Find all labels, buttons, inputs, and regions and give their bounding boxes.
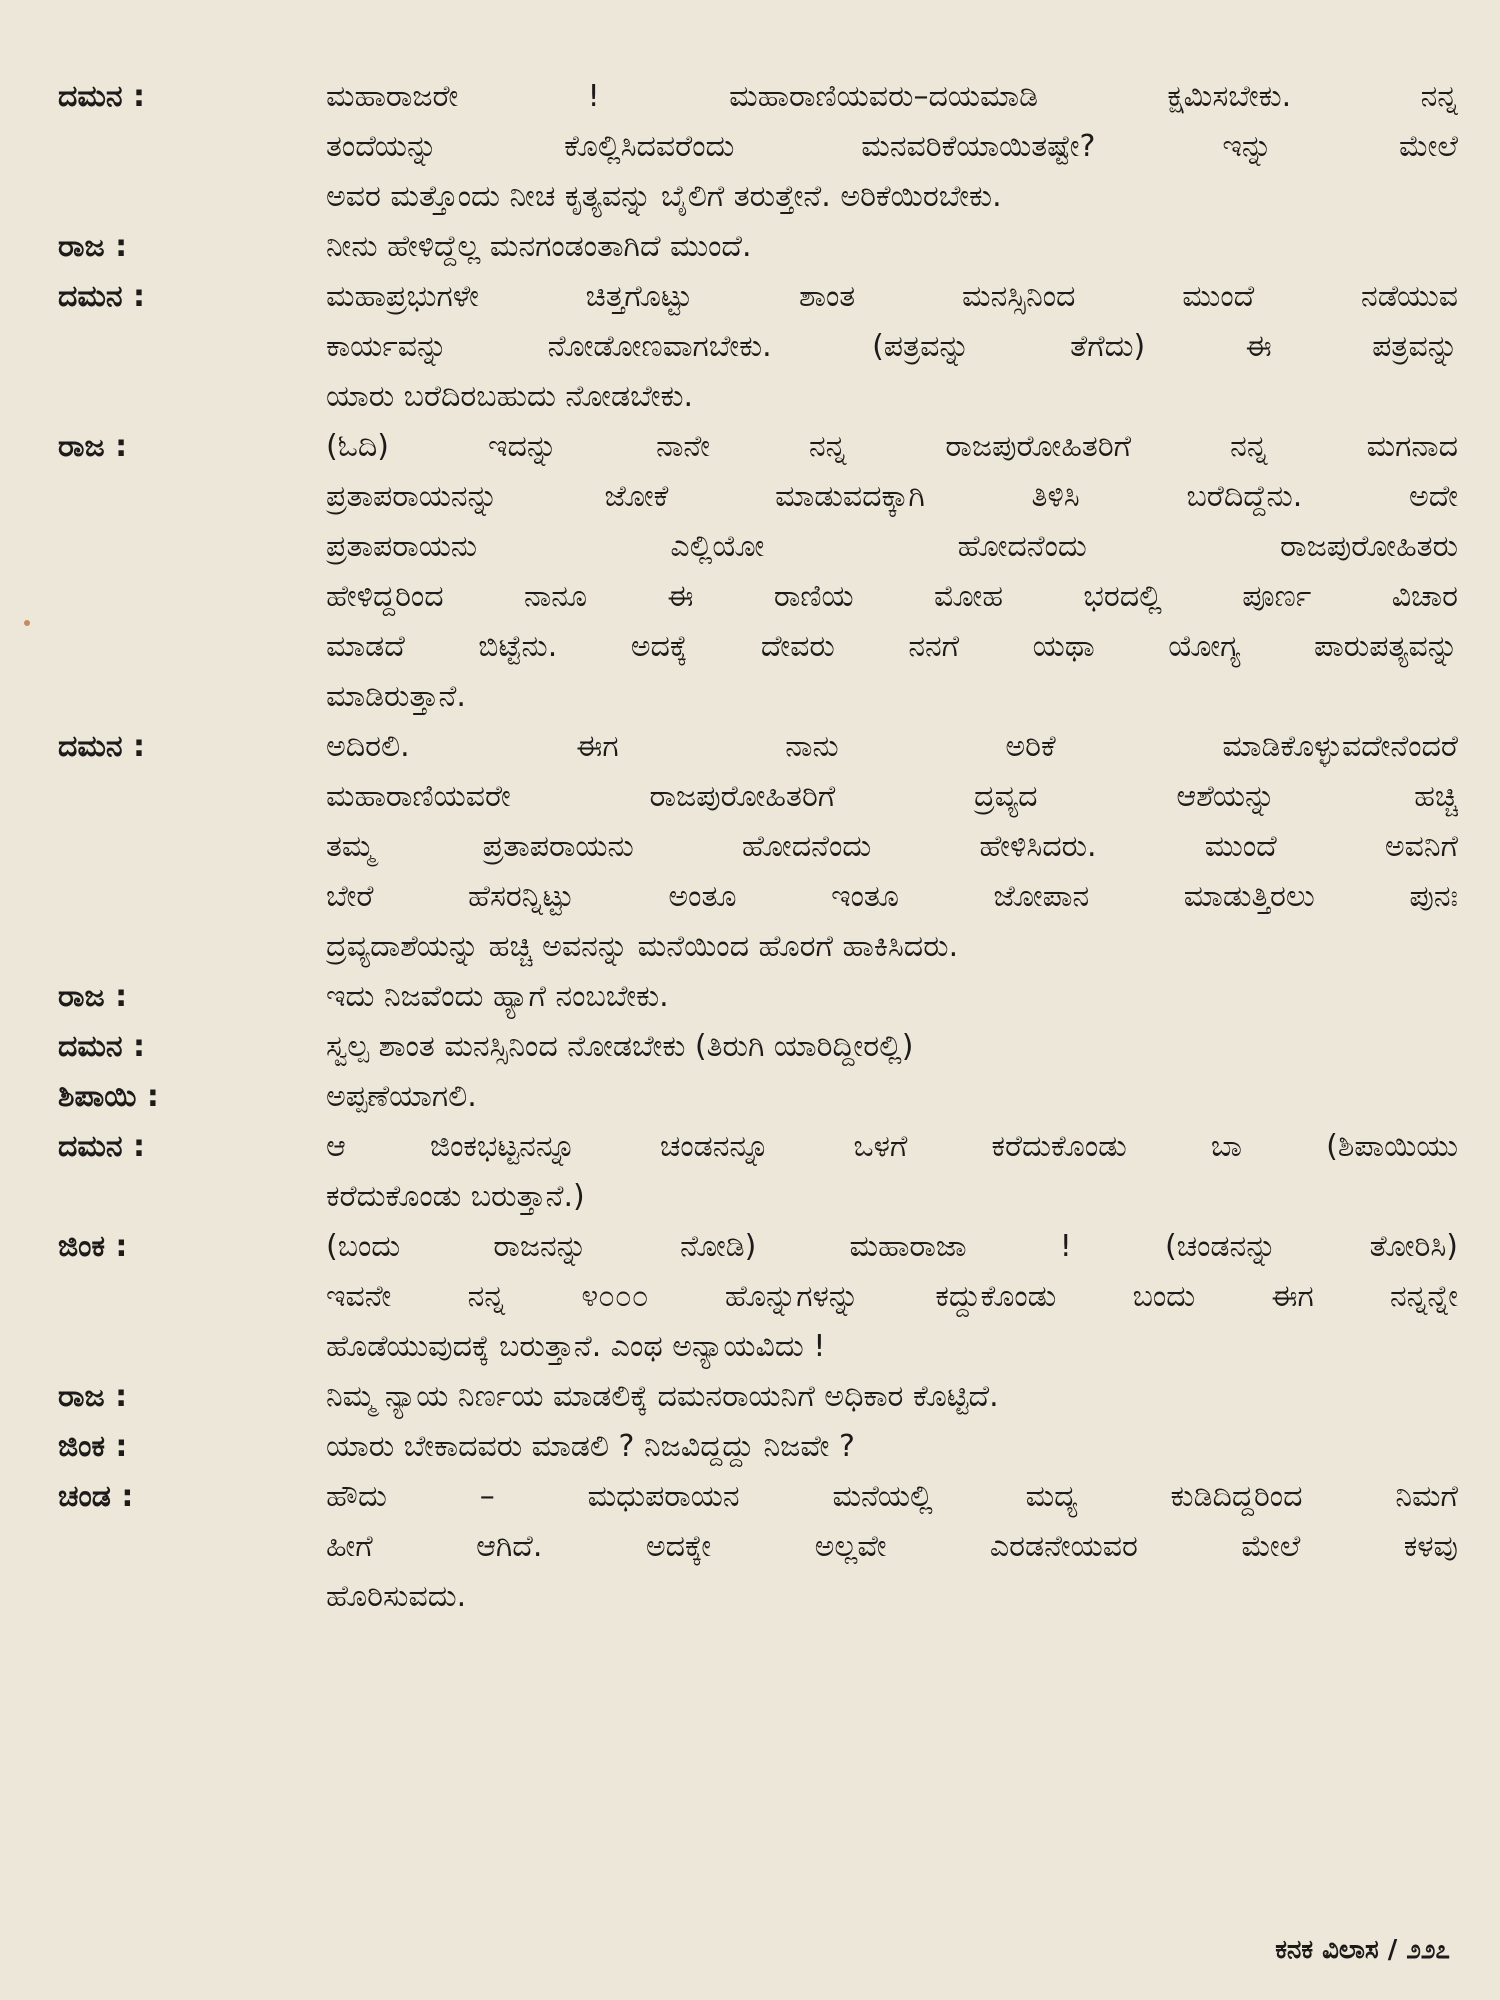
- speech-line: ಮಹಾರಾಜರೇ ! ಮಹಾರಾಣಿಯವರು–ದಯಮಾಡಿ ಕ್ಷಮಿಸಬೇಕು. ನನ್ನ: [326, 79, 1458, 114]
- speech-line: ಸ್ವಲ್ಪ ಶಾಂತ ಮನಸ್ಸಿನಿಂದ ನೋಡಬೇಕು (ತಿರುಗಿ ಯಾರಿದ್ದೀರಲ್ಲಿ): [326, 1029, 914, 1064]
- speech-text: [326, 1422, 1458, 1472]
- speaker-name: ರಾಜ :: [58, 1379, 128, 1414]
- speech-line: ಪ್ರತಾಪರಾಯನು ಎಲ್ಲಿಯೋ ಹೋದನೆಂದು ರಾಜಪುರೋಹಿತರು: [326, 529, 1458, 564]
- speech-text: [326, 1022, 1458, 1072]
- speech-line: ನೀನು ಹೇಳಿದ್ದೆಲ್ಲ ಮನಗಂಡಂತಾಗಿದೆ ಮುಂದೆ.: [326, 229, 752, 264]
- speech-line: ಅಪ್ಪಣೆಯಾಗಲಿ.: [326, 1079, 477, 1114]
- speaker-name: ದಮನ :: [58, 1029, 146, 1064]
- speech-text: [326, 222, 1458, 272]
- dialogue-entry: [58, 1022, 1458, 1072]
- dialogue-entry: [58, 422, 1458, 722]
- speaker-name: ಜಿಂಕ :: [58, 1229, 128, 1264]
- speaker-name: ದಮನ :: [58, 729, 146, 764]
- dialogue-entry: [58, 1072, 1458, 1122]
- speech-line: ಹೀಗೆ ಆಗಿದೆ. ಅದಕ್ಕೇ ಅಲ್ಲವೇ ಎರಡನೇಯವರ ಮೇಲೆ ಕಳವು: [326, 1529, 1458, 1564]
- speech-text: [326, 1372, 1458, 1422]
- speech-line: ಮಾಡದೆ ಬಿಟ್ಟೆನು. ಅದಕ್ಕೆ ದೇವರು ನನಗೆ ಯಥಾ ಯೋಗ್ಯ ಪಾರುಪತ್ಯವನ್ನು: [326, 629, 1458, 664]
- speech-line: ಮಹಾರಾಣಿಯವರೇ ರಾಜಪುರೋಹಿತರಿಗೆ ದ್ರವ್ಯದ ಆಶೆಯನ್ನು ಹಚ್ಚಿ: [326, 779, 1458, 814]
- speaker-name: ದಮನ :: [58, 79, 146, 114]
- speech-line: ದ್ರವ್ಯದಾಶೆಯನ್ನು ಹಚ್ಚಿ ಅವನನ್ನು ಮನೆಯಿಂದ ಹೊರಗೆ ಹಾಕಿಸಿದರು.: [326, 929, 959, 964]
- dialogue-entry: [58, 1422, 1458, 1472]
- dialogue-entry: [58, 72, 1458, 222]
- speech-line: ಅವರ ಮತ್ತೊಂದು ನೀಚ ಕೃತ್ಯವನ್ನು ಬೈಲಿಗೆ ತರುತ್ತೇನೆ. ಅರಿಕೆಯಿರಬೇಕು.: [326, 179, 1002, 214]
- speech-line: (ಓದಿ) ಇದನ್ನು ನಾನೇ ನನ್ನ ರಾಜಪುರೋಹಿತರಿಗೆ ನನ್ನ ಮಗನಾದ: [326, 429, 1458, 464]
- speaker-name: ದಮನ :: [58, 279, 146, 314]
- dialogue-entry: [58, 1222, 1458, 1372]
- speech-line: ತಮ್ಮ ಪ್ರತಾಪರಾಯನು ಹೋದನೆಂದು ಹೇಳಿಸಿದರು. ಮುಂದೆ ಅವನಿಗೆ: [326, 829, 1458, 864]
- dialogue-entry: [58, 1122, 1458, 1222]
- speaker-name: ಚಂಡ :: [58, 1479, 134, 1514]
- speech-line: ಪ್ರತಾಪರಾಯನನ್ನು ಜೋಕೆ ಮಾಡುವದಕ್ಕಾಗಿ ತಿಳಿಸಿ ಬರೆದಿದ್ದೆನು. ಅದೇ: [326, 479, 1458, 514]
- dialogue-entry: [58, 972, 1458, 1022]
- speech-line: ಇದು ನಿಜವೆಂದು ಹ್ಯಾಗೆ ನಂಬಬೇಕು.: [326, 979, 669, 1014]
- speech-text: [326, 1472, 1458, 1622]
- speech-line: ಬೇರೆ ಹೆಸರನ್ನಿಟ್ಟು ಅಂತೂ ಇಂತೂ ಜೋಪಾನ ಮಾಡುತ್ತಿರಲು ಪುನಃ: [326, 879, 1458, 914]
- speech-line: ಆ ಜಿಂಕಭಟ್ಟನನ್ನೂ ಚಂಡನನ್ನೂ ಒಳಗೆ ಕರೆದುಕೊಂಡು ಬಾ (ಶಿಪಾಯಿಯು: [326, 1129, 1458, 1164]
- speech-line: ಹೊರಿಸುವದು.: [326, 1579, 467, 1614]
- speech-line: ಹೊಡೆಯುವುದಕ್ಕೆ ಬರುತ್ತಾನೆ. ಎಂಥ ಅನ್ಯಾಯವಿದು !: [326, 1329, 826, 1364]
- speech-text: [326, 1072, 1458, 1122]
- dialogue-entry: [58, 272, 1458, 422]
- speaker-name: ರಾಜ :: [58, 429, 128, 464]
- speech-line: ಕರೆದುಕೊಂಡು ಬರುತ್ತಾನೆ.): [326, 1179, 585, 1214]
- speech-line: ತಂದೆಯನ್ನು ಕೊಲ್ಲಿಸಿದವರೆಂದು ಮನವರಿಕೆಯಾಯಿತಷ್ಟೇ? ಇನ್ನು ಮೇಲೆ: [326, 129, 1458, 164]
- speech-text: [326, 722, 1458, 972]
- speech-line: ಇವನೇ ನನ್ನ ೪೦೦೦ ಹೊನ್ನುಗಳನ್ನು ಕದ್ದುಕೊಂಡು ಬಂದು ಈಗ ನನ್ನನ್ನೇ: [326, 1279, 1458, 1314]
- speech-line: (ಬಂದು ರಾಜನನ್ನು ನೋಡಿ) ಮಹಾರಾಜಾ ! (ಚಂಡನನ್ನು ತೋರಿಸಿ): [326, 1229, 1458, 1264]
- speech-line: ಮಹಾಪ್ರಭುಗಳೇ ಚಿತ್ತಗೊಟ್ಟು ಶಾಂತ ಮನಸ್ಸಿನಿಂದ ಮುಂದೆ ನಡೆಯುವ: [326, 279, 1458, 314]
- speech-line: ಯಾರು ಬೇಕಾದವರು ಮಾಡಲಿ ? ನಿಜವಿದ್ದದ್ದು ನಿಜವೇ ?: [326, 1429, 855, 1464]
- speaker-name: ಶಿಪಾಯಿ :: [58, 1079, 159, 1114]
- speech-line: ಅದಿರಲಿ. ಈಗ ನಾನು ಅರಿಕೆ ಮಾಡಿಕೊಳ್ಳುವದೇನೆಂದರೆ: [326, 729, 1458, 764]
- speaker-name: ರಾಜ :: [58, 229, 128, 264]
- speech-line: ನಿಮ್ಮ ನ್ಯಾಯ ನಿರ್ಣಯ ಮಾಡಲಿಕ್ಕೆ ದಮನರಾಯನಿಗೆ ಅಧಿಕಾರ ಕೊಟ್ಟಿದೆ.: [326, 1379, 999, 1414]
- speech-text: [326, 1122, 1458, 1222]
- dialogue-entry: [58, 722, 1458, 972]
- speech-text: [326, 272, 1458, 422]
- ink-speck: [24, 620, 30, 626]
- page-footer: ಕನಕ ವಿಲಾಸ / ೨೨೭: [1275, 1935, 1450, 1965]
- speaker-name: ಜಿಂಕ :: [58, 1429, 128, 1464]
- dialogue-entry: [58, 1472, 1458, 1622]
- speech-line: ಹೇಳಿದ್ದರಿಂದ ನಾನೂ ಈ ರಾಣಿಯ ಮೋಹ ಭರದಲ್ಲಿ ಪೂರ್ಣ ವಿಚಾರ: [326, 579, 1458, 614]
- speech-line: ಮಾಡಿರುತ್ತಾನೆ.: [326, 679, 466, 714]
- speech-line: ಯಾರು ಬರೆದಿರಬಹುದು ನೋಡಬೇಕು.: [326, 379, 694, 414]
- speech-line: ಕಾರ್ಯವನ್ನು ನೋಡೋಣವಾಗಬೇಕು. (ಪತ್ರವನ್ನು ತೆಗೆದು) ಈ ಪತ್ರವನ್ನು: [326, 329, 1458, 364]
- speech-line: ಹೌದು – ಮಧುಪರಾಯನ ಮನೆಯಲ್ಲಿ ಮದ್ಯ ಕುಡಿದಿದ್ದರಿಂದ ನಿಮಗೆ: [326, 1479, 1458, 1514]
- dialogue-entry: [58, 1372, 1458, 1422]
- speech-text: [326, 72, 1458, 222]
- speaker-name: ರಾಜ :: [58, 979, 128, 1014]
- speaker-name: ದಮನ :: [58, 1129, 146, 1164]
- play-dialogue: [58, 72, 1458, 1622]
- speech-text: [326, 422, 1458, 722]
- dialogue-entry: [58, 222, 1458, 272]
- speech-text: [326, 972, 1458, 1022]
- speech-text: [326, 1222, 1458, 1372]
